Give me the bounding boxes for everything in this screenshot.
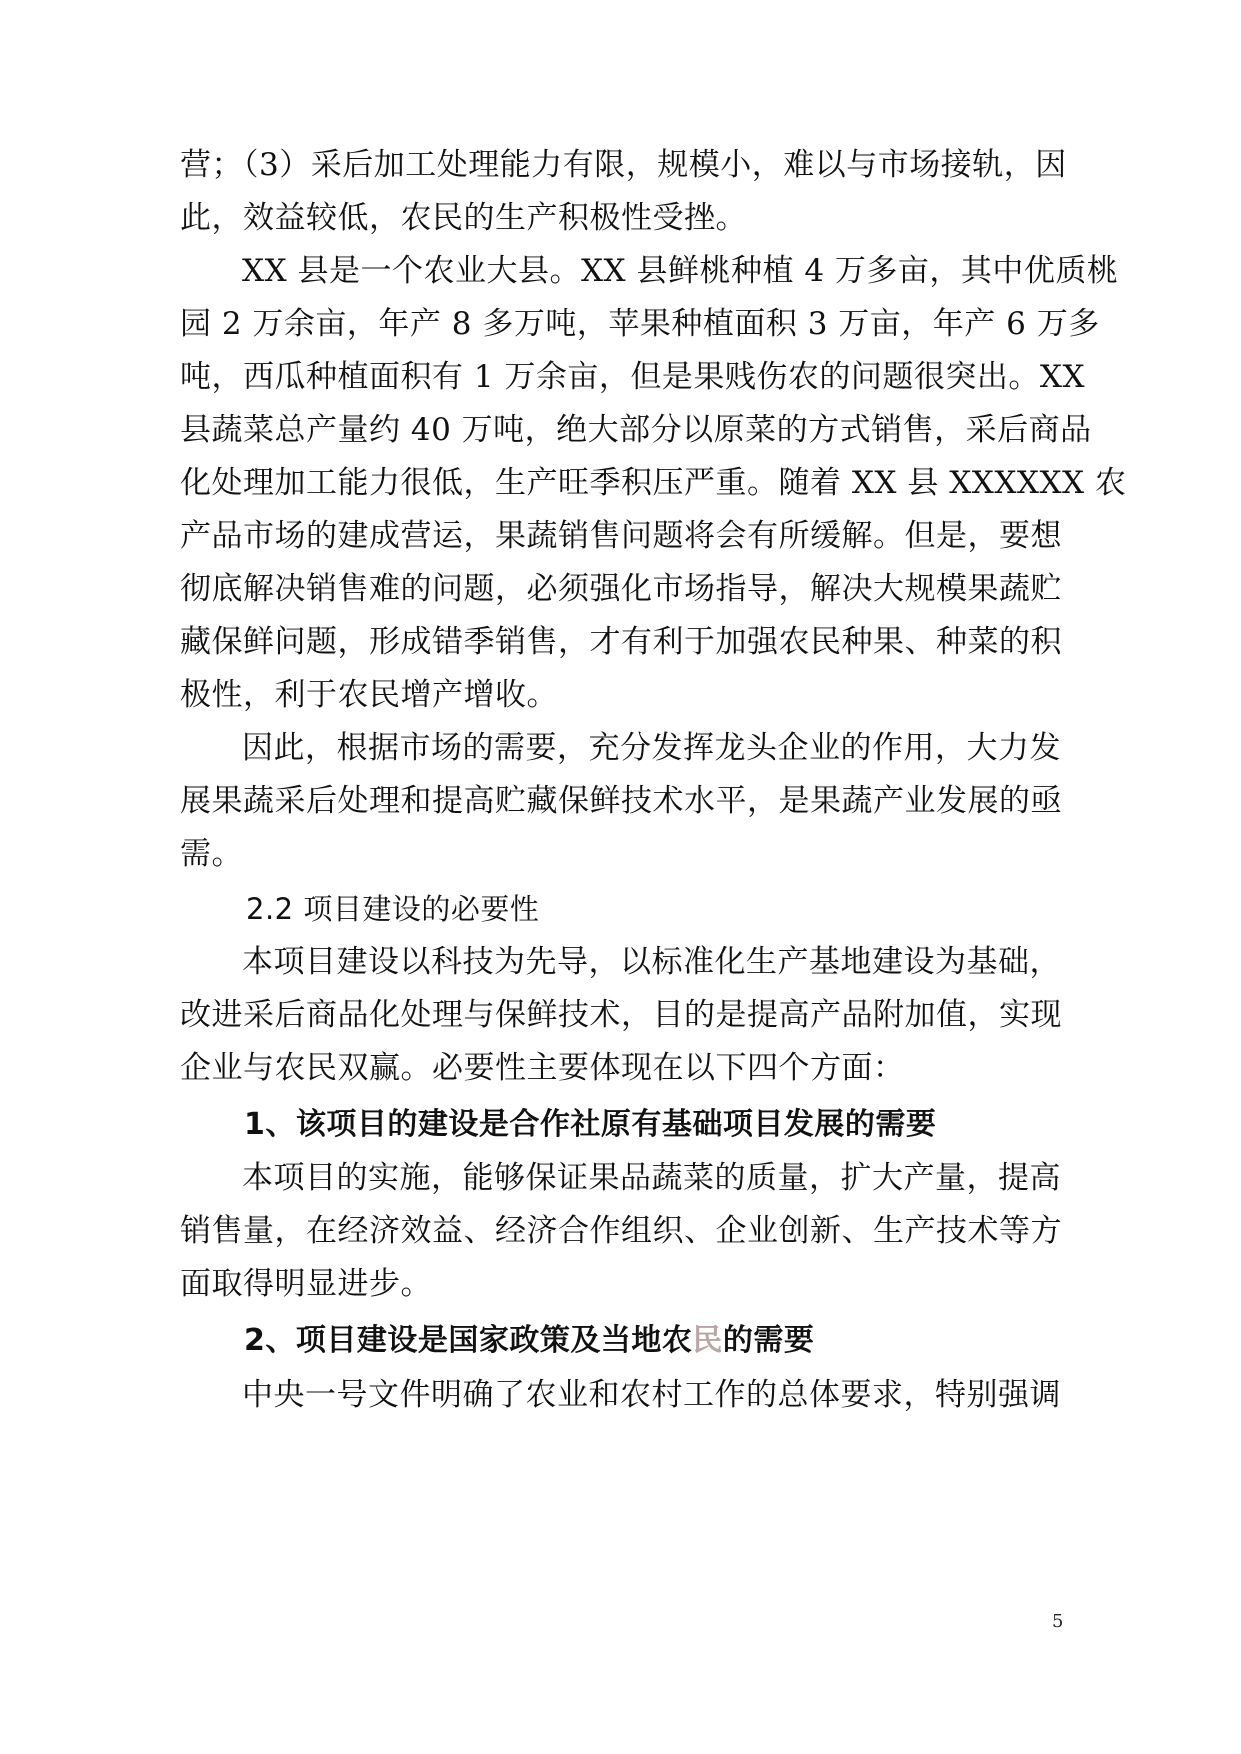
heading-faint-char: 民	[692, 1323, 723, 1358]
paragraph-line: 改进采后商品化处理与保鲜技术，目的是提高产品附加值，实现	[180, 997, 1062, 1033]
paragraph-line: 此，效益较低，农民的生产积极性受挫。	[180, 200, 747, 236]
subsection-heading: 1、该项目的建设是合作社原有基础项目发展的需要	[244, 1107, 937, 1142]
paragraph-line: 化处理加工能力很低，生产旺季积压严重。随着 XX 县 XXXXXX 农	[180, 465, 1127, 501]
paragraph-line: 产品市场的建成营运，果蔬销售问题将会有所缓解。但是，要想	[180, 518, 1062, 554]
paragraph-line: 因此，根据市场的需要，充分发挥龙头企业的作用，大力发	[242, 730, 1061, 766]
paragraph-line: 需。	[180, 836, 243, 872]
paragraph-line: 销售量，在经济效益、经济合作组织、企业创新、生产技术等方	[180, 1213, 1062, 1249]
paragraph-line: 吨，西瓜种植面积有 1 万余亩，但是果贱伤农的问题很突出。XX	[180, 359, 1086, 395]
heading-text: 2、项目建设是国家政策及当地农	[244, 1323, 693, 1358]
paragraph-line: 本项目的实施，能够保证果品蔬菜的质量，扩大产量，提高	[242, 1160, 1061, 1196]
paragraph-line: 本项目建设以科技为先导，以标准化生产基地建设为基础，	[242, 944, 1061, 980]
paragraph-line: 彻底解决销售难的问题，必须强化市场指导，解决大规模果蔬贮	[180, 571, 1062, 607]
paragraph-line: 极性，利于农民增产增收。	[180, 677, 558, 713]
paragraph-line: 中央一号文件明确了农业和农村工作的总体要求，特别强调	[242, 1377, 1061, 1413]
paragraph-line: 营；（3）采后加工处理能力有限，规模小，难以与市场接轨，因	[180, 147, 1067, 183]
paragraph-line: 县蔬菜总产量约 40 万吨，绝大部分以原菜的方式销售，采后商品	[180, 412, 1092, 448]
page-number: 5	[1052, 1611, 1064, 1632]
paragraph-line: XX 县是一个农业大县。XX 县鲜桃种植 4 万多亩，其中优质桃	[242, 253, 1119, 289]
heading-text: 的需要	[722, 1323, 815, 1358]
paragraph-line: 展果蔬采后处理和提高贮藏保鲜技术水平，是果蔬产业发展的亟	[180, 783, 1062, 819]
paragraph-line: 面取得明显进步。	[180, 1266, 432, 1302]
paragraph-line: 园 2 万余亩，年产 8 多万吨，苹果种植面积 3 万亩，年产 6 万多	[180, 306, 1100, 342]
subsection-heading	[244, 1322, 1060, 1360]
paragraph-line: 藏保鲜问题，形成错季销售，才有利于加强农民种果、种菜的积	[180, 624, 1062, 660]
section-heading: 2.2 项目建设的必要性	[246, 892, 540, 926]
paragraph-line: 企业与农民双赢。必要性主要体现在以下四个方面：	[180, 1050, 905, 1086]
